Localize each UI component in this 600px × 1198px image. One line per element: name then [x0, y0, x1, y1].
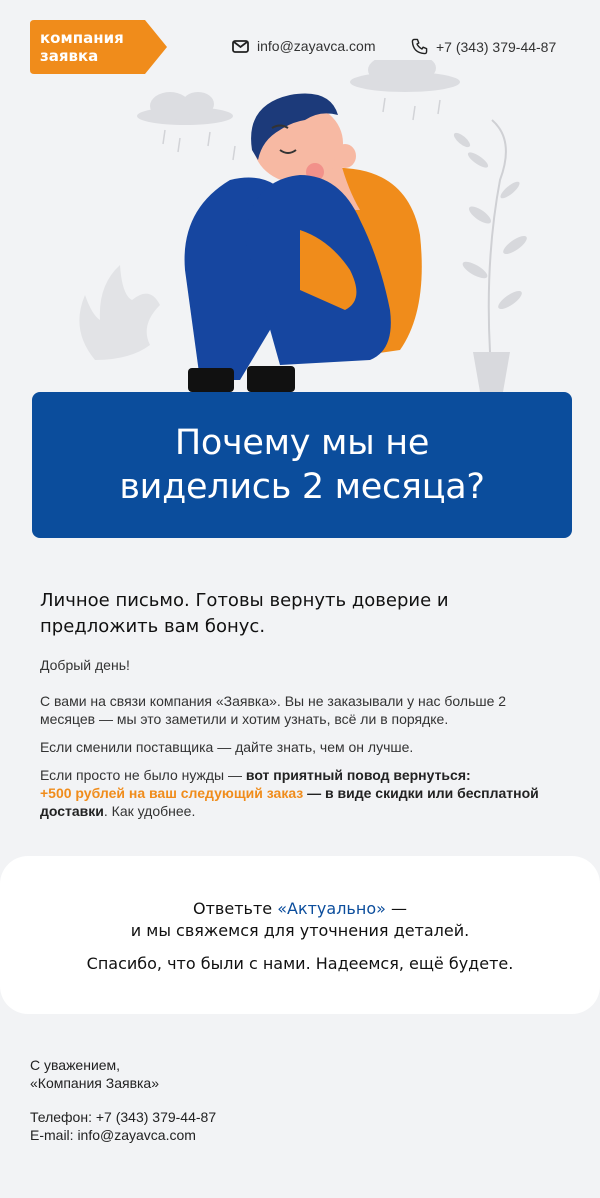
leaf-decoration: [79, 265, 160, 360]
paragraph-intro: С вами на связи компания «Заявка». Вы не заказывали у нас больше 2 месяцев — мы это заметили и хотим узнать, всё ли в порядке.: [40, 693, 507, 727]
header-phone: +7 (343) 379-44-87: [436, 38, 557, 55]
footer-phone[interactable]: Телефон: +7 (343) 379-44-87: [30, 1109, 217, 1125]
cta-line2: и мы свяжемся для уточнения деталей.: [130, 921, 470, 940]
bonus-form: — в виде скидки или бесплатной доставки: [40, 785, 539, 819]
cta-line1: [0, 898, 600, 920]
offer-reason: вот приятный повод вернуться:: [245, 767, 471, 783]
hero-title-line2: виделись 2 месяца?: [119, 467, 485, 507]
header-phone-link[interactable]: [411, 38, 556, 55]
cta-reply-keyword: «Актуально»: [277, 899, 386, 918]
potted-plant: [452, 120, 530, 392]
hero-title-banner: [32, 392, 572, 538]
hero-title-line1: Почему мы не: [174, 423, 430, 463]
logo-line2: заявка: [40, 47, 99, 65]
hero-title: [119, 421, 484, 509]
cloud-left: [137, 92, 233, 125]
person-figure: [185, 94, 422, 392]
paragraph-offer: [40, 766, 560, 820]
letter-body: [40, 588, 560, 830]
greeting-text: Добрый день!: [40, 657, 130, 673]
cta-reply-suffix: —: [385, 899, 407, 918]
signature-footer: [30, 1056, 216, 1144]
footer-email[interactable]: E-mail: info@zayavca.com: [30, 1127, 196, 1143]
cta-card: [0, 856, 600, 1014]
offer-end: . Как удобнее.: [103, 803, 196, 819]
letter-heading: Личное письмо. Готовы вернуть доверие и предложить вам бонус.: [40, 590, 449, 637]
paragraph-supplier: Если сменили поставщика — дайте знать, чем он лучше.: [40, 739, 414, 755]
footer-regards: С уважением,: [30, 1057, 121, 1073]
offer-intro: Если просто не было нужды —: [40, 767, 246, 783]
footer-company: «Компания Заявка»: [30, 1075, 160, 1091]
cta-reply-prefix: Ответьте: [193, 899, 278, 918]
bonus-amount: +500 рублей на ваш следующий заказ: [40, 785, 304, 801]
sad-person-illustration: [0, 60, 600, 400]
header-email-link[interactable]: [232, 38, 375, 54]
cta-thanks: Спасибо, что были с нами. Надеемся, ещё будете.: [86, 954, 514, 973]
header-email: info@zayavca.com: [257, 38, 376, 54]
logo-line1: компания: [40, 29, 124, 47]
cloud-right: [350, 60, 460, 92]
phone-icon: [411, 38, 428, 55]
mail-icon: [232, 40, 249, 53]
